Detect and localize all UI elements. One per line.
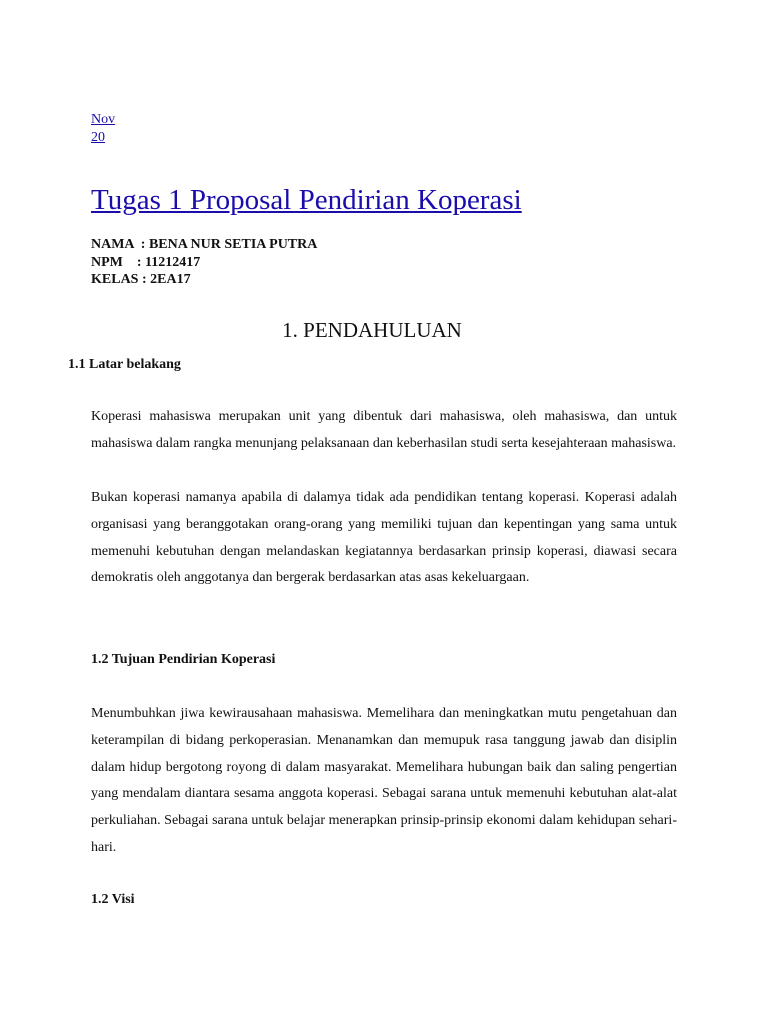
post-date-month: Nov — [91, 112, 116, 127]
name-value: BENA NUR SETIA PUTRA — [148, 237, 318, 252]
post-date-link[interactable] — [91, 111, 115, 147]
background-heading: 1.1 Latar belakang — [68, 357, 181, 372]
post-date-day: 20 — [91, 130, 105, 145]
section-heading: 1. PENDAHULUAN — [282, 318, 462, 342]
background-paragraph-2: Bukan koperasi namanya apabila di dalamya tidak ada pendidikan tentang koperasi. Koperasi adalah organisasi yang beranggotakan orang-orang yang memiliki tujuan dan kepentingan yang sama untuk memenuhi kebutuhan dengan melandaskan kegiatannya berdasarkan prinsip koperasi, diawasi secara demokratis oleh anggotanya dan bergerak berdasarkan atas asas kekeluargaan. — [91, 490, 677, 586]
name-label: NAMA : — [91, 237, 149, 252]
vision-heading: 1.2 Visi — [91, 892, 135, 907]
identity-class-row — [91, 271, 317, 289]
background-paragraph-1: Koperasi mahasiswa merupakan unit yang dibentuk dari mahasiswa, oleh mahasiswa, dan untuk mahasiswa dalam rangka menunjang pelaksanaan dan keberhasilan studi serta kesejahteraan mahasiswa. — [91, 409, 677, 451]
identity-npm-row — [91, 254, 317, 272]
goal-heading: 1.2 Tujuan Pendirian Koperasi — [91, 652, 276, 667]
npm-value: 11212417 — [145, 254, 201, 270]
npm-label: NPM : — [91, 254, 146, 270]
class-label: KELAS : — [91, 272, 151, 287]
goal-paragraph: Menumbuhkan jiwa kewirausahaan mahasiswa. Memelihara dan meningkatkan mutu pengetahuan dan keterampilan di bidang perkoperasian. Menanamkan dan memupuk rasa tanggung jawab dan disiplin dalam hidup bergotong royong di dalam masyarakat. Memelihara hubungan baik dan saling pengertian yang mendalam diantara sesama anggota koperasi. Sebagai sarana untuk memenuhi kebutuhan alat-alat perkuliahan. Sebagai sarana untuk belajar menerapkan prinsip-prinsip ekonomi dalam kehidupan sehari-hari. — [91, 706, 677, 855]
identity-name-row — [91, 236, 317, 254]
class-value: 2EA17 — [150, 272, 191, 287]
post-title — [91, 180, 522, 220]
post-title-link[interactable]: Tugas 1 Proposal Pendirian Koperasi — [91, 184, 522, 216]
student-identity — [91, 236, 317, 289]
